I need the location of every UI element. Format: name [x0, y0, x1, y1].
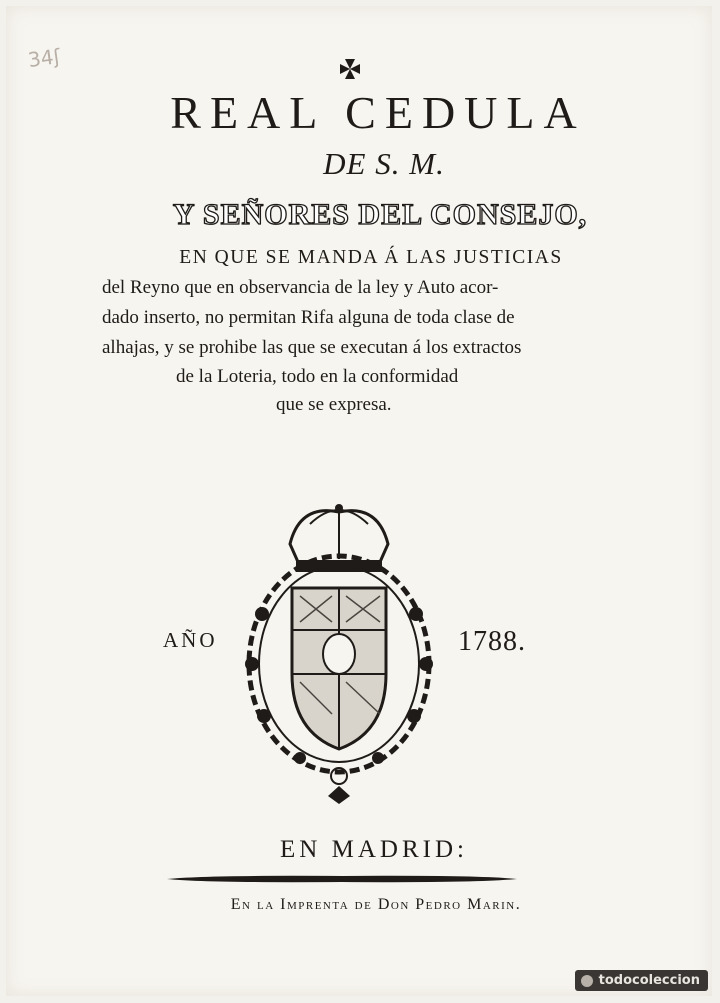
ornamental-rule: [167, 874, 517, 884]
council-heading: Y SEÑORES DEL CONSEJO,: [172, 198, 588, 231]
watermark-badge: [575, 970, 708, 991]
summary-caps-line: EN QUE SE MANDA Á LAS JUSTICIAS: [179, 247, 563, 268]
royal-coat-of-arms-icon: [240, 504, 438, 806]
summary-line: del Reyno que en observancia de la ley y Auto acor-: [102, 277, 499, 298]
maltese-cross-icon: [339, 58, 361, 80]
imprint-city: EN MADRID:: [280, 836, 468, 863]
summary-line: de la Loteria, todo en la conformidad: [176, 366, 459, 387]
year-label: AÑO: [163, 628, 218, 652]
summary-line: alhajas, y se prohibe las que se executan á los extractos: [102, 337, 522, 358]
handwritten-margin-note: 34ʃ: [26, 43, 62, 73]
document-title: REAL CEDULA: [170, 87, 586, 138]
printer-line: En la Imprenta de Don Pedro Marin.: [230, 896, 522, 913]
summary-line: que se expresa.: [276, 394, 392, 415]
summary-line: dado inserto, no permitan Rifa alguna de toda clase de: [102, 307, 515, 328]
document-subtitle: DE S. M.: [323, 146, 445, 181]
year-value: 1788.: [458, 626, 526, 657]
watermark-text: todocoleccion: [598, 973, 700, 988]
document-page: [6, 6, 712, 996]
watermark-logo-icon: [581, 975, 593, 987]
